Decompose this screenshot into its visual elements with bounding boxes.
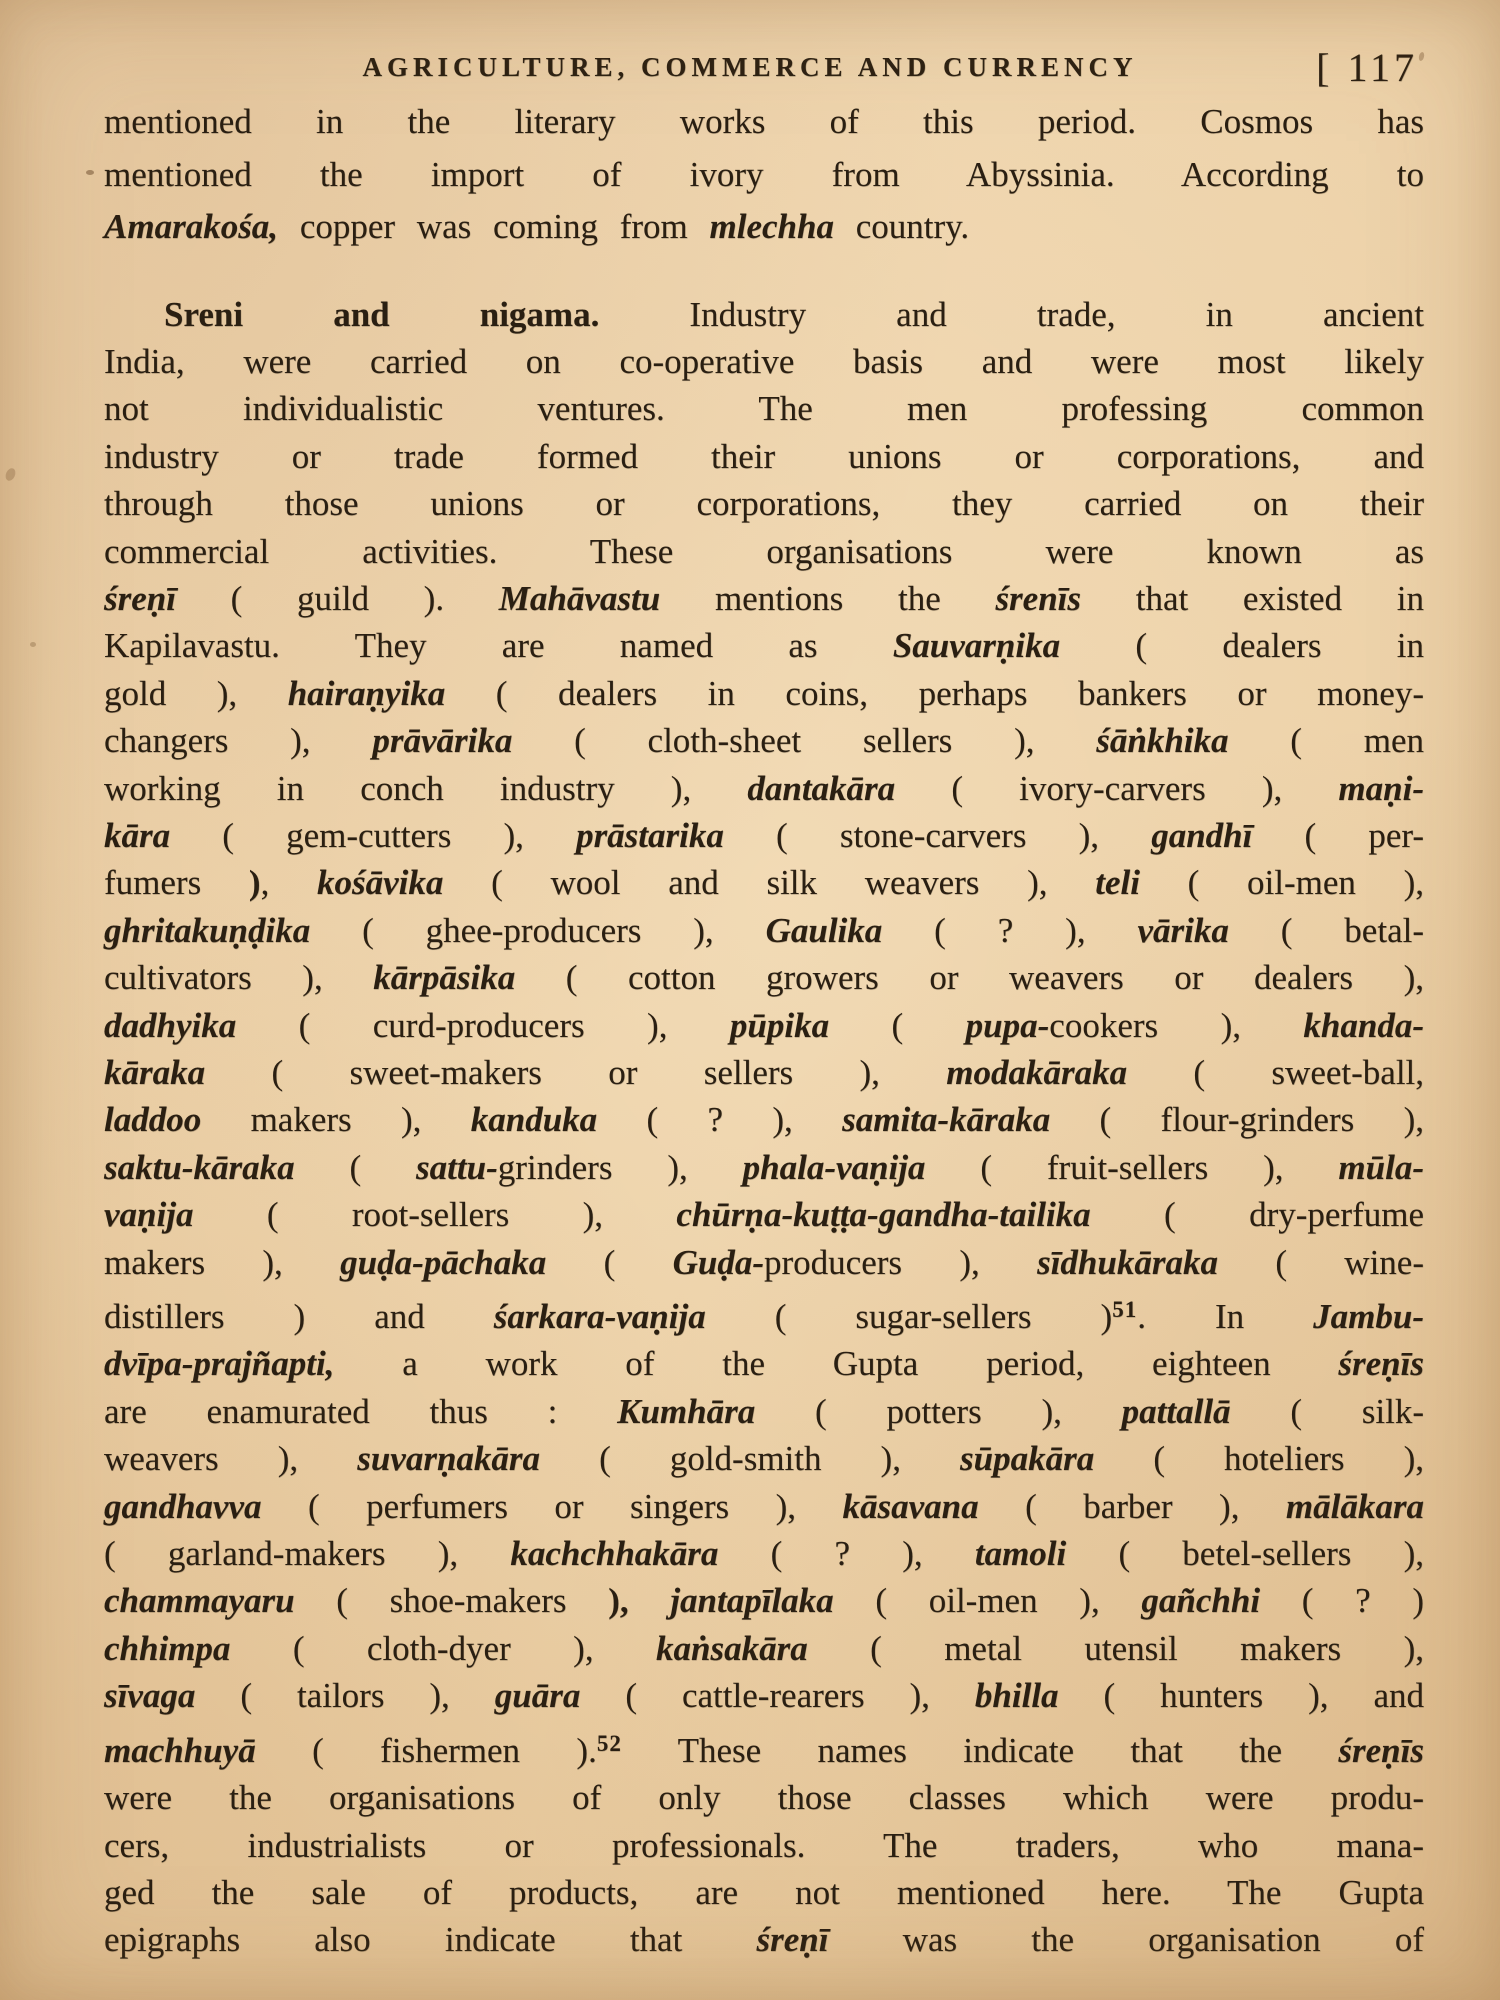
text-line — [104, 1286, 1424, 1340]
text-segment: śreṇī — [104, 578, 176, 618]
text-segment: Amarakośa, — [104, 207, 279, 246]
text-segment: 51 — [1112, 1297, 1138, 1323]
text-segment: kāra — [104, 815, 171, 855]
text-segment: śrenīs — [995, 578, 1082, 618]
text-segment: mlechha — [709, 207, 834, 246]
text-segment: industry or trade formed their unions or corporations, and — [104, 436, 1424, 476]
text-segment: hairaṇyika — [287, 673, 446, 713]
text-line — [104, 1144, 1424, 1191]
text-segment: are enamurated thus : — [104, 1391, 618, 1431]
text-segment: kāraka — [104, 1053, 206, 1092]
text-segment: vārika — [1137, 910, 1229, 950]
paragraph — [104, 96, 1424, 254]
text-segment: were the organisations of only those classes which were produ- — [104, 1778, 1424, 1818]
text-line — [104, 859, 1424, 906]
text-segment: pupa- — [965, 1005, 1050, 1045]
text-segment: chhimpa — [104, 1628, 231, 1668]
text-segment: not individualistic ventures. The men professing common — [104, 389, 1424, 429]
text-segment: ), — [608, 1581, 629, 1621]
text-segment: kaṅsakāra — [655, 1628, 808, 1668]
text-line — [104, 149, 1424, 202]
text-line — [104, 1049, 1424, 1096]
text-segment: śāṅkhika — [1096, 721, 1229, 761]
text-segment: cultivators ), — [104, 958, 374, 998]
text-segment: that existed in — [1081, 578, 1424, 618]
text-segment: suvarṇakāra — [357, 1439, 541, 1479]
text-segment: ( ? ), — [718, 1534, 975, 1574]
text-segment: phala-vaṇija — [742, 1147, 926, 1187]
text-segment: ( barber ), — [978, 1486, 1286, 1526]
text-line — [104, 1191, 1424, 1238]
ink-speck — [1418, 52, 1425, 62]
text-segment: ( cloth-dyer ), — [230, 1628, 656, 1668]
running-header-title: AGRICULTURE, COMMERCE AND CURRENCY — [362, 52, 1138, 82]
text-line — [104, 622, 1424, 669]
text-segment: pūpika — [729, 1005, 830, 1045]
text-line — [104, 1625, 1424, 1672]
text-segment: prāvārika — [372, 721, 513, 761]
text-segment: kāsavana — [842, 1486, 979, 1526]
text-segment: ( oil-men ), — [833, 1581, 1142, 1621]
text-segment: cers, industrialists or professionals. The traders, who mana- — [104, 1825, 1424, 1865]
text-line — [104, 1577, 1424, 1624]
text-segment: ( hunters ), and — [1058, 1676, 1425, 1716]
text-segment: guḍa-pāchaka — [340, 1242, 547, 1282]
text-segment: These names indicate that the — [621, 1730, 1339, 1770]
text-segment: a work of the Gupta period, eighteen — [334, 1344, 1339, 1384]
text-segment — [629, 1581, 671, 1620]
text-segment: ( fishermen ). — [255, 1730, 597, 1770]
text-segment: ( gold-smith ), — [540, 1439, 961, 1479]
text-line — [104, 670, 1424, 717]
text-segment: mentions the — [660, 578, 996, 618]
text-segment: kośāvika — [317, 863, 444, 903]
text-segment: sīvaga — [104, 1676, 196, 1716]
ink-speck — [4, 467, 18, 483]
text-segment: makers ), — [201, 1100, 471, 1140]
text-segment: saktu-kāraka — [104, 1147, 295, 1187]
text-segment: was the organisation of — [828, 1920, 1424, 1960]
text-segment: ( oil-men ), — [1139, 863, 1424, 903]
text-segment: Kumhāra — [617, 1391, 756, 1431]
text-line — [104, 1096, 1424, 1143]
text-segment: Sreni and nigama. — [164, 294, 600, 334]
text-line — [104, 1672, 1424, 1719]
text-segment: cookers ), — [1049, 1005, 1304, 1045]
text-line — [104, 1720, 1424, 1774]
text-segment: ( tailors ), — [195, 1676, 495, 1716]
text-segment: machhuyā — [104, 1730, 256, 1770]
text-segment: ( — [546, 1242, 673, 1282]
text-segment: ( cloth-sheet sellers ), — [512, 721, 1097, 761]
text-line — [104, 1239, 1424, 1286]
text-segment: mentioned in the literary works of this period. Cosmos has — [104, 102, 1424, 141]
text-line — [104, 528, 1424, 575]
text-segment: ( ivory-carvers ), — [895, 768, 1339, 808]
text-segment: ) — [248, 863, 261, 903]
text-segment: ( sweet-ball, — [1127, 1053, 1425, 1092]
text-segment: ( gem-cutters ), — [170, 815, 577, 855]
text-segment: ( perfumers or singers ), — [261, 1486, 843, 1526]
text-segment: ghritakuṇḍika — [104, 910, 311, 950]
text-segment: mentioned the import of ivory from Abyssinia. According to — [104, 154, 1424, 194]
text-line — [104, 1530, 1424, 1577]
page-text — [104, 96, 1424, 1964]
text-segment: sūpakāra — [960, 1439, 1095, 1479]
text-line — [104, 954, 1424, 1001]
text-segment: teli — [1095, 863, 1140, 903]
text-line — [104, 1483, 1424, 1530]
text-segment: . In — [1137, 1297, 1314, 1337]
text-segment: Kapilavastu. They are named as — [104, 626, 893, 666]
text-segment: guāra — [494, 1676, 581, 1716]
text-segment: ( betel-sellers ), — [1066, 1534, 1424, 1574]
text-segment: Guḍa- — [672, 1242, 764, 1282]
text-segment: Gaulika — [765, 910, 883, 950]
text-segment: samita-kāraka — [842, 1100, 1051, 1140]
text-line — [104, 812, 1424, 859]
text-line — [104, 433, 1424, 480]
text-segment: śreṇīs — [1338, 1730, 1424, 1770]
text-line — [104, 291, 1424, 338]
text-segment: weavers ), — [104, 1439, 358, 1479]
text-segment: copper was coming from — [278, 207, 710, 246]
text-segment: gandhavva — [104, 1486, 262, 1526]
text-segment: ( betal- — [1228, 910, 1424, 950]
text-segment: working in conch industry ), — [104, 768, 748, 808]
text-segment: tamoli — [974, 1534, 1067, 1574]
text-segment: 52 — [596, 1730, 622, 1756]
text-segment: dantakāra — [747, 768, 896, 808]
text-segment: ( ghee-producers ), — [310, 910, 766, 950]
text-segment: ( dry-perfume — [1090, 1195, 1424, 1235]
text-segment: ( silk- — [1230, 1391, 1424, 1431]
text-line — [104, 96, 1424, 149]
text-segment: prāstarika — [576, 815, 724, 855]
text-line — [104, 765, 1424, 812]
text-segment: ( garland-makers ), — [104, 1534, 511, 1574]
text-segment: khanda- — [1303, 1005, 1425, 1045]
text-segment: Mahāvastu — [498, 578, 661, 618]
text-segment: śarkara-vaṇija — [493, 1297, 706, 1337]
text-segment: changers ), — [104, 721, 373, 761]
text-segment: mālākara — [1285, 1486, 1424, 1526]
ink-speck — [86, 170, 94, 175]
text-segment: Jambu- — [1313, 1297, 1424, 1337]
text-segment: sīdhukāraka — [1037, 1242, 1218, 1282]
text-segment: ( ? ) — [1260, 1581, 1424, 1621]
text-segment: ( per- — [1252, 815, 1424, 855]
text-segment: chūrṇa-kuṭṭa-gandha-tailika — [676, 1195, 1091, 1235]
text-segment: epigraphs also indicate that — [104, 1920, 757, 1960]
text-line — [104, 575, 1424, 622]
text-segment: ( ? ), — [882, 910, 1138, 950]
text-segment: gold ), — [104, 673, 288, 713]
text-segment: ged the sale of products, are not mentioned here. The Gupta — [104, 1872, 1424, 1912]
text-segment: ( metal utensil makers ), — [807, 1628, 1424, 1668]
text-segment: India, were carried on co-operative basis and were most likely — [104, 341, 1424, 381]
text-segment: ( — [294, 1147, 417, 1187]
text-segment: ( dealers in — [1060, 626, 1424, 666]
text-segment: ( shoe-makers — [294, 1581, 609, 1621]
text-segment: ( dealers in coins, perhaps bankers or money- — [445, 673, 1424, 713]
text-segment: vaṇija — [104, 1195, 194, 1235]
text-segment: ( wool and silk weavers ), — [443, 863, 1096, 903]
text-segment: dvīpa-prajñapti, — [104, 1344, 335, 1384]
text-segment: maṇi- — [1338, 768, 1424, 808]
paragraph — [104, 291, 1424, 1964]
text-segment: ( potters ), — [755, 1391, 1122, 1431]
text-segment: laddoo — [104, 1100, 202, 1140]
text-segment: ( cattle-rearers ), — [580, 1676, 975, 1716]
text-segment: dadhyika — [104, 1005, 237, 1045]
text-segment: ( wine- — [1217, 1242, 1424, 1282]
ink-speck — [30, 642, 36, 647]
text-segment: bhilla — [974, 1676, 1059, 1716]
page-number: [ 117 — [1316, 45, 1418, 90]
text-segment: ( stone-carvers ), — [723, 815, 1152, 855]
text-segment: ( ? ), — [597, 1100, 843, 1140]
text-line — [104, 1916, 1424, 1963]
text-segment: grinders ), — [497, 1147, 743, 1187]
text-line — [104, 1822, 1424, 1869]
text-segment: through those unions or corporations, they carried on their — [104, 484, 1424, 524]
text-segment: sattu- — [416, 1147, 498, 1187]
text-segment: kachchhakāra — [510, 1534, 719, 1574]
text-segment: mūla- — [1338, 1147, 1424, 1187]
text-line — [104, 1388, 1424, 1435]
text-segment: chammayaru — [104, 1581, 295, 1621]
text-line — [104, 1774, 1424, 1821]
text-segment: ( curd-producers ), — [236, 1005, 730, 1045]
text-segment: ( cotton growers or weavers or dealers ), — [515, 958, 1425, 998]
text-segment: country. — [833, 207, 970, 246]
text-segment: Sauvarṇika — [892, 626, 1061, 666]
text-line — [104, 338, 1424, 385]
text-segment: gañchhi — [1141, 1581, 1261, 1621]
text-line — [104, 717, 1424, 764]
text-segment: ( — [829, 1005, 966, 1045]
text-line — [104, 480, 1424, 527]
text-segment: Industry and trade, in ancient — [599, 294, 1424, 334]
text-segment: makers ), — [104, 1242, 341, 1282]
text-segment: śreṇī — [756, 1920, 829, 1960]
text-segment: producers ), — [764, 1242, 1038, 1282]
text-segment: ( guild ). — [175, 578, 499, 618]
text-segment: kanduka — [470, 1100, 598, 1140]
text-segment: ( sugar-sellers ) — [705, 1297, 1113, 1337]
text-segment: jantapīlaka — [670, 1581, 834, 1621]
text-line — [104, 1002, 1424, 1049]
text-segment: pattallā — [1121, 1391, 1231, 1431]
text-segment: fumers — [104, 863, 249, 903]
text-segment: modakāraka — [946, 1053, 1128, 1092]
text-line — [104, 907, 1424, 954]
text-line — [104, 1869, 1424, 1916]
text-segment: commercial activities. These organisations were known as — [104, 531, 1424, 571]
text-segment: śreṇīs — [1338, 1344, 1424, 1384]
text-segment: ( root-sellers ), — [193, 1195, 677, 1235]
text-line — [104, 1435, 1424, 1482]
text-segment: ( hoteliers ), — [1094, 1439, 1425, 1479]
text-line — [104, 201, 1424, 254]
text-segment: , — [260, 863, 318, 903]
text-line — [104, 1340, 1424, 1387]
text-segment: gandhī — [1151, 815, 1253, 855]
text-segment: ( fruit-sellers ), — [925, 1147, 1339, 1187]
text-segment: kārpāsika — [373, 958, 516, 998]
text-line — [104, 385, 1424, 432]
text-segment: ( men — [1228, 721, 1424, 761]
text-segment: ( sweet-makers or sellers ), — [205, 1053, 947, 1092]
text-segment: distillers ) and — [104, 1297, 494, 1337]
text-segment: ( flour-grinders ), — [1050, 1100, 1424, 1140]
